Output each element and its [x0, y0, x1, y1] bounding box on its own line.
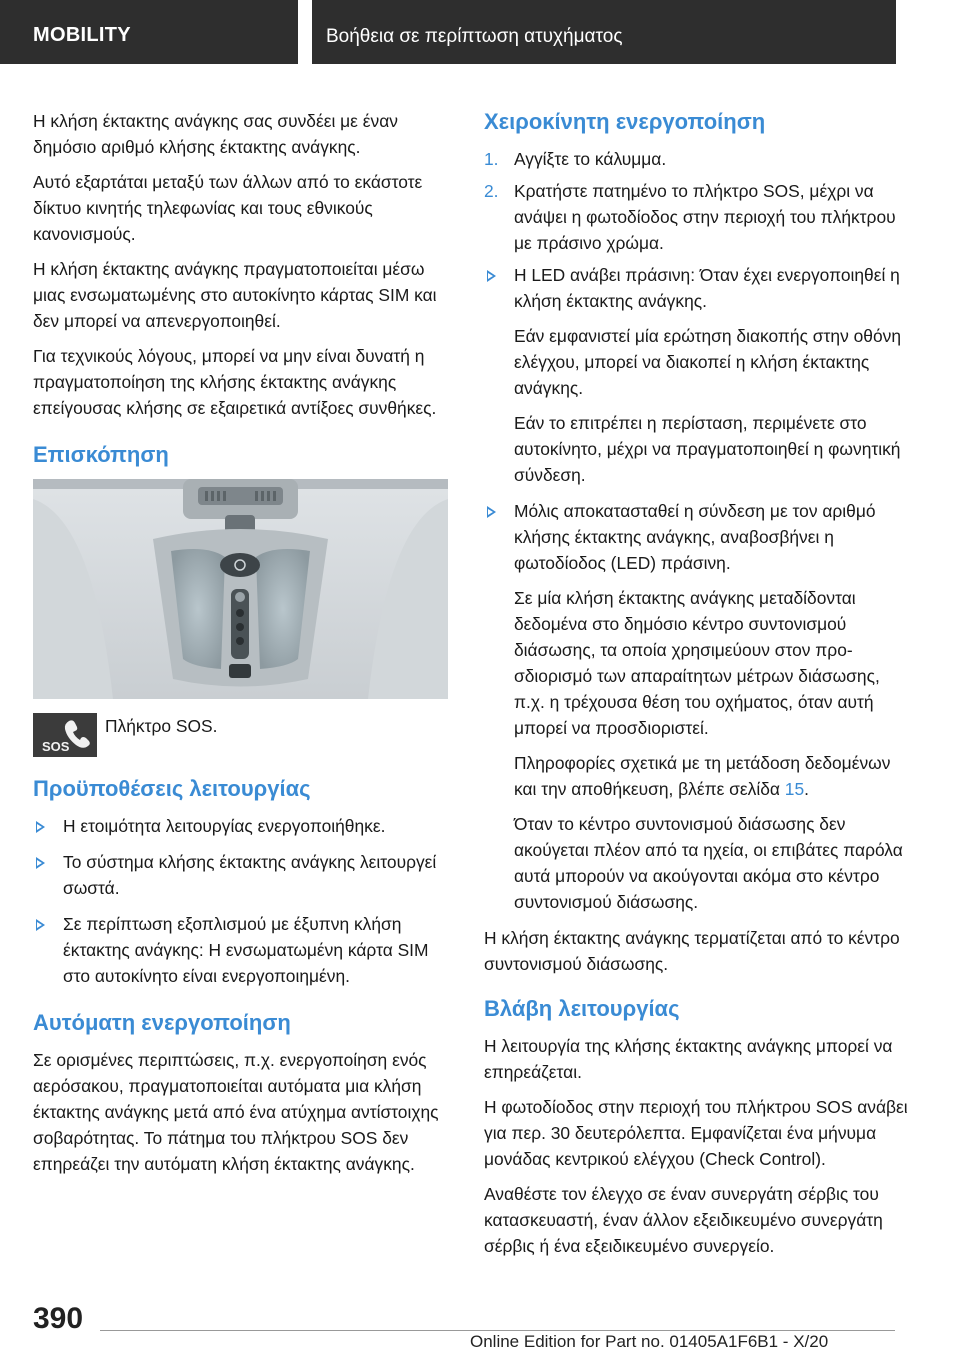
- overview-heading: Επισκόπηση: [33, 442, 169, 467]
- sos-caption-row: [33, 713, 451, 761]
- triangle-bullet-icon: [36, 821, 45, 833]
- svg-text:SOS: SOS: [42, 739, 70, 754]
- sos-caption: Πλήκτρο SOS.: [105, 716, 218, 736]
- fault-paragraph: Αναθέστε τον έλεγχο σε έναν συνεργάτη σέρβις του κατασκευαστή, έναν άλλον εξειδικευμένο συνεργάτη σέρβις ή ένα εξειδικευμένο συνεργείο.: [484, 1184, 883, 1256]
- intro-paragraph: Η κλήση έκτακτης ανάγκης πραγματοποιείται μέσω μιας ενσωματωμένης στο αυτοκίνητο κάρτας SIM και δεν μπορεί να απενεργοποιηθεί.: [33, 259, 437, 331]
- footer-divider: [100, 1330, 895, 1331]
- headliner-illustration: [33, 479, 448, 699]
- sos-panel-photo: [33, 479, 448, 699]
- prereq-heading: Προϋποθέσεις λειτουργίας: [33, 776, 311, 801]
- intro-paragraph: Για τεχνικούς λόγους, μπορεί να μην είναι δυνατή η πραγματοποίηση της κλήσης έκτακτης ανάγκης επείγουσας κλήσης σε εξαιρετικά αντίξοες συνθήκες.: [33, 346, 437, 418]
- sub-paragraph: Όταν το κέντρο συντονισμού διάσωσης δεν ακούγεται πλέον από τα ηχεία, οι επιβάτες παρόλα αυτά μπορούν να ακούγονται ακόμα στο κέντρο συντονισμού διάσωσης.: [514, 814, 903, 912]
- intro-paragraph: Η κλήση έκτακτης ανάγκης σας συνδέει με έναν δημόσιο αριθμό κλήσης έκτακτης ανάγκης.: [33, 111, 398, 157]
- list-item: Η ετοιμότητα λειτουργίας ενεργοποιήθηκε.: [33, 813, 451, 839]
- end-call-text: Η κλήση έκτακτης ανάγκης τερματίζεται από το κέντρο συντονισμού διάσωσης.: [484, 928, 900, 974]
- sub-paragraph: Εάν εμφανιστεί μία ερώτηση διακοπής στην οθόνη ελέγχου, μπορεί να διακοπεί η κλήση έκτακτης ανάγκης.: [514, 326, 901, 398]
- triangle-bullet-icon: [36, 919, 45, 931]
- section-tab: [0, 0, 298, 64]
- list-item: Το σύστημα κλήσης έκτακτης ανάγκης λειτουργεί σωστά.: [33, 849, 451, 901]
- sub-paragraph: Πληροφορίες σχετικά με τη μετάδοση δεδομένων και την αποθήκευση, βλέπε σελίδα 15.: [514, 753, 891, 799]
- section-label: MOBILITY: [33, 24, 131, 46]
- sub-paragraph: Εάν το επιτρέπει η περίσταση, περιμένετε στο αυτοκίνητο, μέχρι να πραγματοποιηθεί η φωνητική σύνδεση.: [514, 413, 901, 485]
- auto-activation-text: Σε ορισμένες περιπτώσεις, π.χ. ενεργοποίηση ενός αερόσακου, πραγματοποιείται αυτόματα μια κλήση έκτακτης ανάγκης μετά από ένα ατύχημα αντίστοιχης σοβαρότητας. Το πάτημα του πλήκτρου SOS δεν επηρεάζει την αυτόματη κλήση έκτακτης ανάγκης.: [33, 1050, 439, 1174]
- list-item: Μόλις αποκατασταθεί η σύνδεση με τον αριθμό κλήσης έκτακτης ανάγκης, αναβοσβήνει η φωτοδίοδος (LED) πράσινη. Σε μία κλήση έκτακτης ανάγκης μεταδίδονται δεδομένα στο δημόσιο κέντρο συντονισμού διάσωσης, τα οποία χρησιμεύουν στον προσδιορισμό των απαραίτητων μέτρων διάσωσης, π.χ. η τρέχουσα θέση του οχήματος, όταν αυτή μπορεί να προσδιοριστεί. Πληροφορίες σχετικά με τη μετάδοση δεδομένων και την αποθήκευση, βλέπε σελίδα 15. Όταν το κέντρο συντονισμού διάσωσης δεν ακούγεται πλέον από τα ηχεία, οι επιβάτες παρόλα αυτά μπορούν να ακούγονται ακόμα στο κέντρο συντονισμού διάσωσης.: [484, 498, 914, 915]
- fault-paragraph: Η φωτοδίοδος στην περιοχή του πλήκτρου SOS ανάβει για περ. 30 δευτερόλεπτα. Εμφανίζεται ένα μήνυμα μονάδας κεντρικού ελέγχου (Check Control).: [484, 1097, 908, 1169]
- list-item: Η LED ανάβει πράσινη: Όταν έχει ενεργοποιηθεί η κλήση έκτακτης ανάγκης. Εάν εμφανιστεί μία ερώτηση διακοπής στην οθόνη ελέγχου, μπορεί να διακοπεί η κλήση έκτακτης ανάγκης. Εάν το επιτρέπει η περίσταση, περιμένετε στο αυτοκίνητο, μέχρι να πραγματοποιηθεί η φωνητική σύνδεση.: [484, 262, 914, 488]
- result-list: [484, 262, 914, 915]
- triangle-bullet-icon: [487, 270, 496, 282]
- chapter-title-bar: [312, 0, 896, 64]
- triangle-bullet-icon: [36, 857, 45, 869]
- step-item: 2. Κρατήστε πατημένο το πλήκτρο SOS, μέχρι να ανάψει η φωτοδίοδος στην περιοχή του πλήκτρου με πράσινο χρώμα.: [484, 181, 896, 253]
- chapter-title: Βοήθεια σε περίπτωση ατυχήματος: [326, 26, 623, 47]
- step-item: 1. Αγγίξτε το κάλυμμα.: [484, 149, 667, 169]
- fault-heading: Βλάβη λειτουργίας: [484, 996, 680, 1021]
- sub-paragraph: Σε μία κλήση έκτακτης ανάγκης μεταδίδονται δεδομένα στο δημόσιο κέντρο συντονισμού διάσωσης, τα οποία χρησιμεύουν στον προσδιορισμό των απαραίτητων μέτρων διάσωσης, π.χ. η τρέχουσα θέση του οχήματος, όταν αυτή μπορεί να προσδιοριστεί.: [514, 588, 880, 738]
- auto-activation-heading: Αυτόματη ενεργοποίηση: [33, 1010, 291, 1035]
- page-number: 390: [33, 1302, 84, 1335]
- manual-activation-heading: Χειροκίνητη ενεργοποίηση: [484, 109, 766, 134]
- page-header: [0, 0, 960, 66]
- page-reference-link[interactable]: 15: [784, 779, 805, 799]
- edition-note: Online Edition for Part no. 01405A1F6B1 - X/20: [470, 1332, 829, 1351]
- left-column: [33, 108, 451, 1186]
- steps-list: [484, 146, 914, 256]
- triangle-bullet-icon: [487, 506, 496, 518]
- prereq-list: [33, 813, 451, 989]
- right-column: [484, 108, 914, 1268]
- sos-button-icon: [33, 713, 97, 757]
- list-item: Σε περίπτωση εξοπλισμού με έξυπνη κλήση έκτακτης ανάγκης: Η ενσωματωμένη κάρτα SIM στο αυτοκίνητο είναι ενεργοποιημένη.: [33, 911, 451, 989]
- intro-paragraph: Αυτό εξαρτάται μεταξύ των άλλων από το εκάστοτε δίκτυο κινητής τηλεφωνίας και τους εθνικούς κανονισμούς.: [33, 172, 423, 244]
- fault-paragraph: Η λειτουργία της κλήσης έκτακτης ανάγκης μπορεί να επηρεάζεται.: [484, 1036, 893, 1082]
